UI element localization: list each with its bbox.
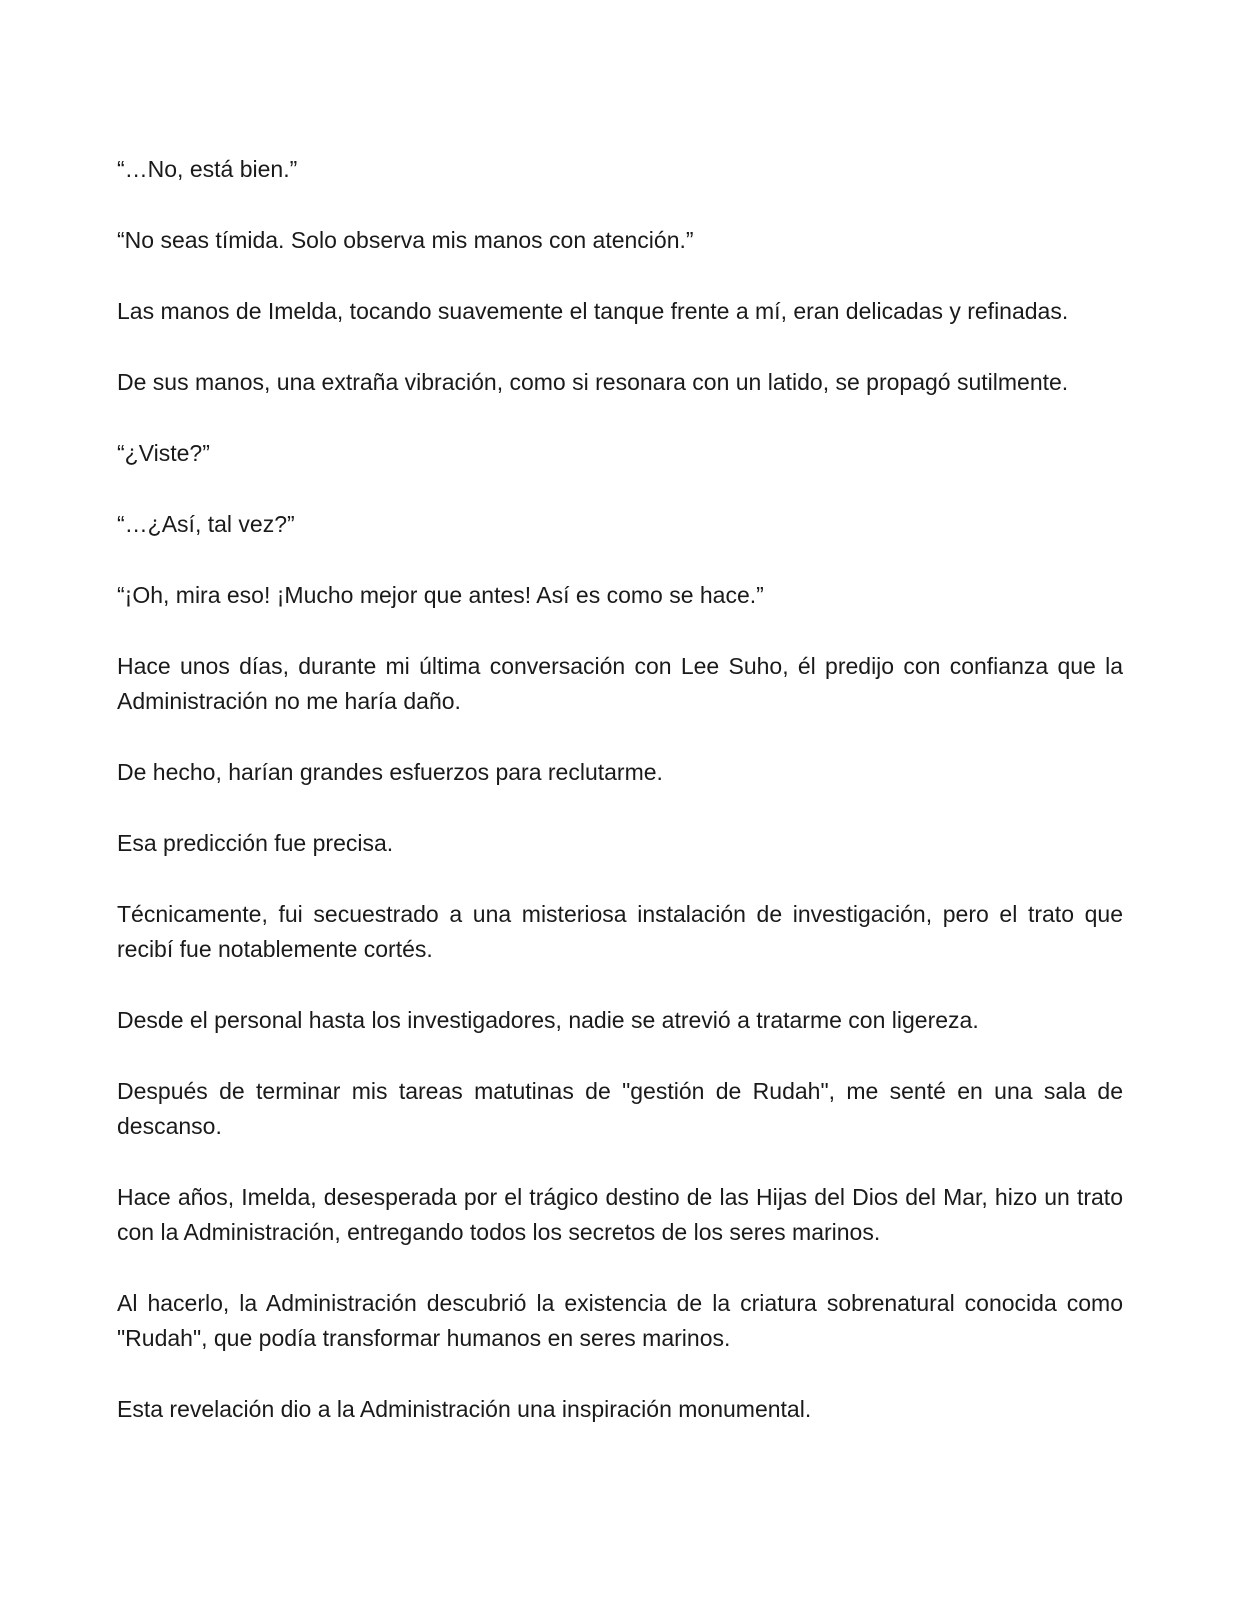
paragraph: “…No, está bien.” bbox=[117, 156, 298, 182]
paragraph: “¿Viste?” bbox=[117, 440, 210, 466]
paragraph: “…¿Así, tal vez?” bbox=[117, 511, 295, 537]
document-body bbox=[117, 152, 1123, 1463]
paragraph: Técnicamente, fui secuestrado a una misteriosa instalación de investigación, pero el trato que recibí fue notablemente cortés. bbox=[117, 901, 1123, 962]
paragraph: Hace unos días, durante mi última conversación con Lee Suho, él predijo con confianza que la Administración no me haría daño. bbox=[117, 653, 1123, 714]
paragraph: Hace años, Imelda, desesperada por el trágico destino de las Hijas del Dios del Mar, hizo un trato con la Administración, entregando todos los secretos de los seres marinos. bbox=[117, 1184, 1123, 1245]
paragraph: Las manos de Imelda, tocando suavemente el tanque frente a mí, eran delicadas y refinadas. bbox=[117, 298, 1069, 324]
paragraph: De hecho, harían grandes esfuerzos para reclutarme. bbox=[117, 759, 663, 785]
paragraph: Esa predicción fue precisa. bbox=[117, 830, 394, 856]
paragraph: De sus manos, una extraña vibración, como si resonara con un latido, se propagó sutilmente. bbox=[117, 369, 1069, 395]
paragraph: Esta revelación dio a la Administración una inspiración monumental. bbox=[117, 1396, 812, 1422]
paragraph: Desde el personal hasta los investigadores, nadie se atrevió a tratarme con ligereza. bbox=[117, 1007, 979, 1033]
paragraph: Al hacerlo, la Administración descubrió la existencia de la criatura sobrenatural conocida como "Rudah", que podía transformar humanos en seres marinos. bbox=[117, 1290, 1123, 1351]
paragraph: Después de terminar mis tareas matutinas de "gestión de Rudah", me senté en una sala de descanso. bbox=[117, 1078, 1123, 1139]
paragraph: “No seas tímida. Solo observa mis manos con atención.” bbox=[117, 227, 694, 253]
paragraph: “¡Oh, mira eso! ¡Mucho mejor que antes! Así es como se hace.” bbox=[117, 582, 764, 608]
